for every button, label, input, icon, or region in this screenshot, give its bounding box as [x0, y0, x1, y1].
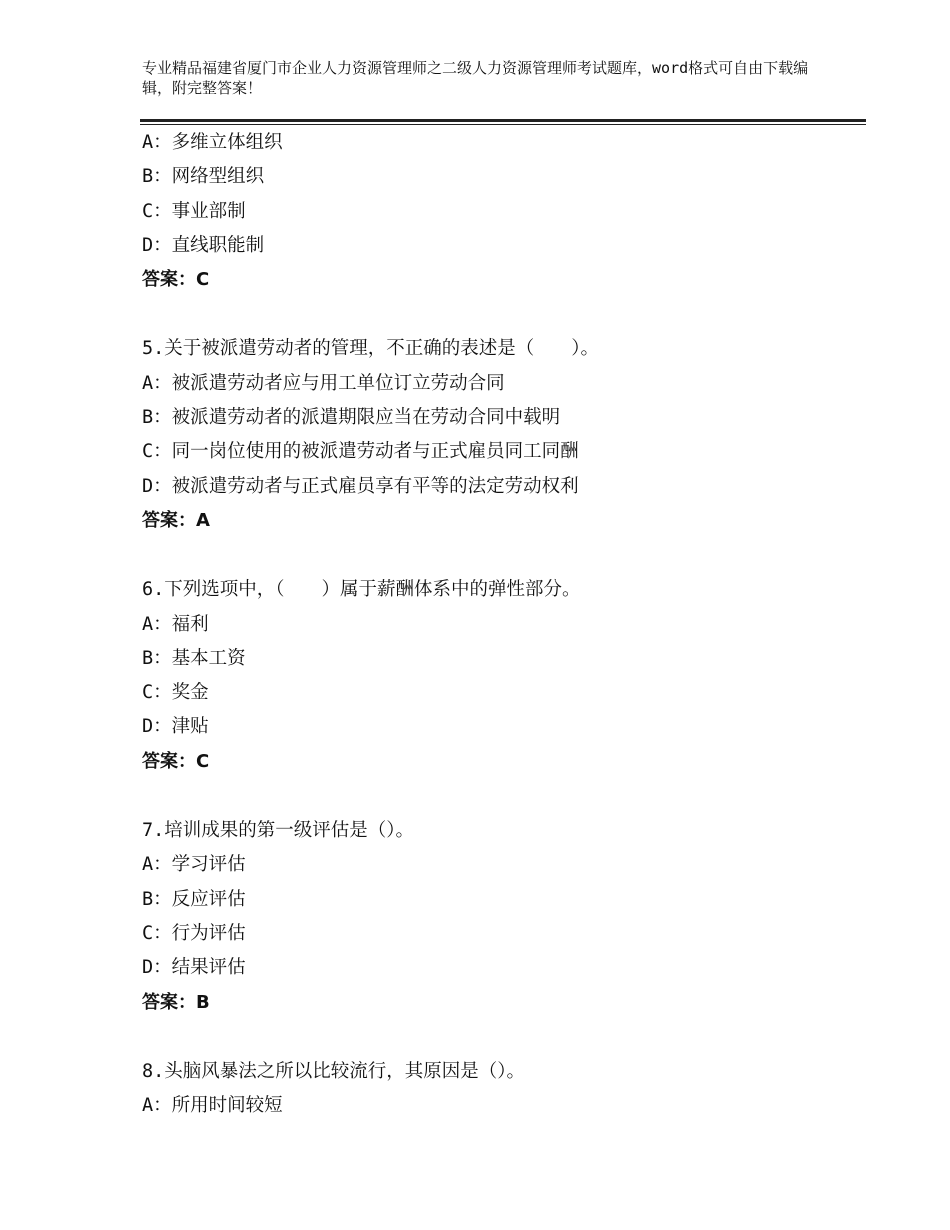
option-d: D：结果评估 — [142, 957, 246, 979]
option-d: D：津贴 — [142, 716, 209, 738]
question-stem: 6.下列选项中，（ ）属于薪酬体系中的弹性部分。 — [142, 579, 581, 601]
option-a: A：福利 — [142, 613, 209, 635]
answer: 答案：A — [142, 509, 210, 531]
question-stem: 8.头脑风暴法之所以比较流行，其原因是（）。 — [142, 1060, 526, 1082]
option-b: B：被派遣劳动者的派遣期限应当在劳动合同中载明 — [142, 407, 561, 429]
option-c: C：事业部制 — [142, 200, 246, 222]
answer: 答案：C — [142, 750, 210, 772]
question-list — [142, 126, 862, 1123]
question-stem: 7.培训成果的第一级评估是（）。 — [142, 820, 415, 842]
option-a: A：学习评估 — [142, 854, 246, 876]
header-rule-thick — [140, 119, 866, 122]
answer: 答案：B — [142, 991, 210, 1013]
option-d: D：被派遣劳动者与正式雇员享有平等的法定劳动权利 — [142, 475, 579, 497]
option-c: C：行为评估 — [142, 922, 246, 944]
question-stem: 5.关于被派遣劳动者的管理，不正确的表述是（ ）。 — [142, 338, 600, 360]
header-rule-thin — [140, 124, 866, 125]
option-c: C：同一岗位使用的被派遣劳动者与正式雇员同工同酬 — [142, 441, 579, 463]
document-header: 专业精品福建省厦门市企业人力资源管理师之二级人力资源管理师考试题库，word格式可自由下载编辑，附完整答案！ — [142, 59, 809, 97]
option-d: D：直线职能制 — [142, 234, 265, 256]
option-a: A：被派遣劳动者应与用工单位订立劳动合同 — [142, 372, 505, 394]
option-b: B：基本工资 — [142, 647, 246, 669]
answer: 答案：C — [142, 269, 210, 291]
option-c: C：奖金 — [142, 682, 209, 704]
option-a: A：多维立体组织 — [142, 132, 283, 153]
option-b: B：反应评估 — [142, 888, 246, 910]
option-b: B：网络型组织 — [142, 166, 265, 188]
option-a: A：所用时间较短 — [142, 1095, 283, 1117]
